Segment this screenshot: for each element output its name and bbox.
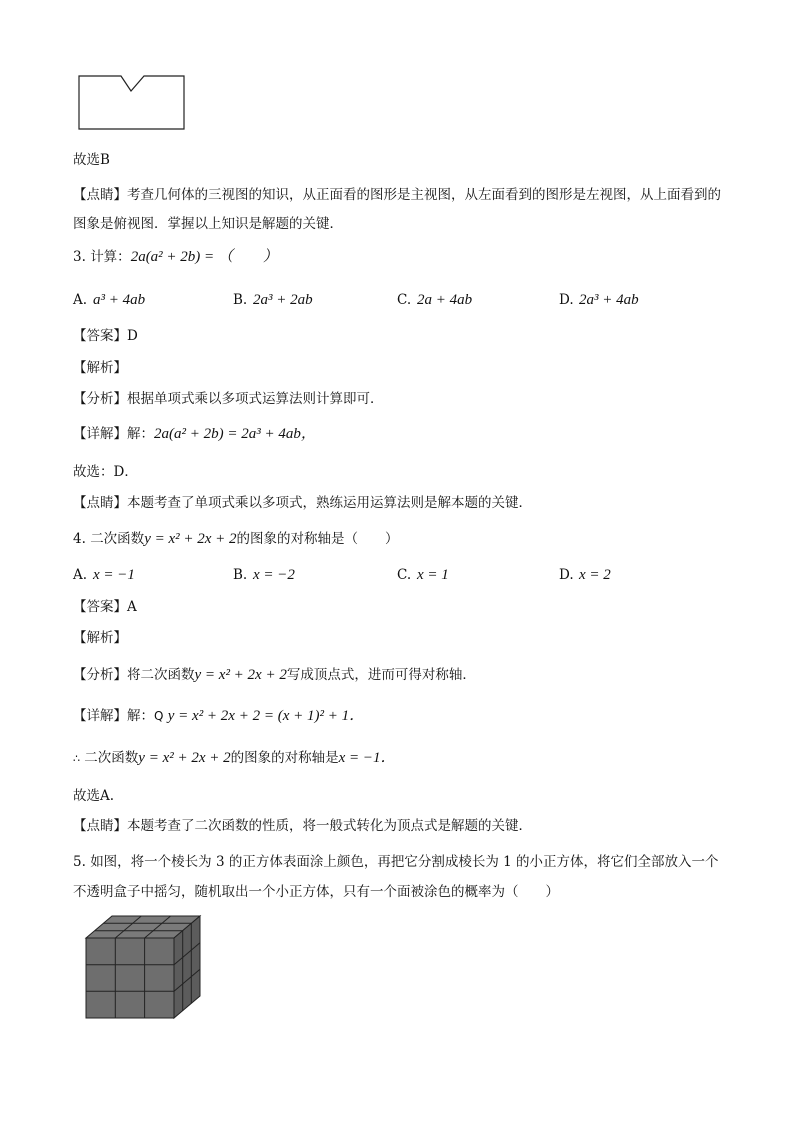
q3-xiangjie: 【详解】解：2a(a² + 2b) = 2a³ + 4ab， [73,426,316,442]
q4-analysis-heading: 【解析】 [73,630,127,646]
answer-line-q2: 故选B [73,152,110,168]
q4-option-d[interactable]: D. x = 2 [559,567,611,583]
q3-option-a[interactable]: A. a³ + 4ab [73,292,146,308]
q4-conclusion: 故选A. [73,788,115,804]
q4-stem: 4. 二次函数y = x² + 2x + 2的图象的对称轴是（ ） [73,531,399,547]
cube-figure [80,912,206,1024]
q4-xiangjie: 【详解】解：Q y = x² + 2x + 2 = (x + 1)² + 1． [73,708,365,724]
q2-comment [73,181,724,239]
q4-answer: 【答案】A [73,599,137,615]
q4-dianjing: 【点睛】本题考查了二次函数的性质，将一般式转化为顶点式是解题的关键． [73,818,532,834]
q4-option-b[interactable]: B. x = −2 [233,567,295,583]
q3-answer: 【答案】D [73,328,138,344]
q4-therefore: ∴ 二次函数y = x² + 2x + 2的图象的对称轴是x = −1． [73,750,396,766]
q4-option-c[interactable]: C. x = 1 [397,567,449,583]
q3-option-c[interactable]: C. 2a + 4ab [397,292,473,308]
q3-options [73,290,724,310]
q2-comment-text: 考查几何体的三视图的知识，从正面看的图形是主视图，从左面看到的图形是左视图，从上面看到的图象是俯视图．掌握以上知识是解题的关键． [73,187,721,232]
q3-option-b[interactable]: B. 2a³ + 2ab [233,292,313,308]
q3-option-d[interactable]: D. 2a³ + 4ab [559,292,639,308]
q3-number: 3. [73,249,86,265]
q3-stem [73,247,724,267]
q3-analysis-heading: 【解析】 [73,360,127,376]
q4-options [73,565,724,585]
dianjing-tag: 【点睛】 [73,187,127,203]
q4-fenxi: 【分析】将二次函数y = x² + 2x + 2写成顶点式，进而可得对称轴． [73,667,476,683]
q5-stem: 5. 如图，将一个棱长为 3 的正方体表面涂上颜色，再把它分割成棱长为 1 的小正方体，将它们全部放入一个不透明盒子中摇匀，随机取出一个小正方体，只有一个面被涂色的概率为（ ） [73,854,719,900]
q3-dianjing: 【点睛】本题考查了单项式乘以多项式，熟练运用运算法则是解本题的关键． [73,495,532,511]
view-figure [76,73,188,133]
q3-expression: 2a(a² + 2b) = （ ） [130,249,278,265]
q3-conclusion: 故选：D． [73,464,138,480]
q3-prompt: 计算： [90,249,131,265]
q3-fenxi: 【分析】根据单项式乘以多项式运算法则计算即可． [73,391,384,407]
q4-option-a[interactable]: A. x = −1 [73,567,135,583]
